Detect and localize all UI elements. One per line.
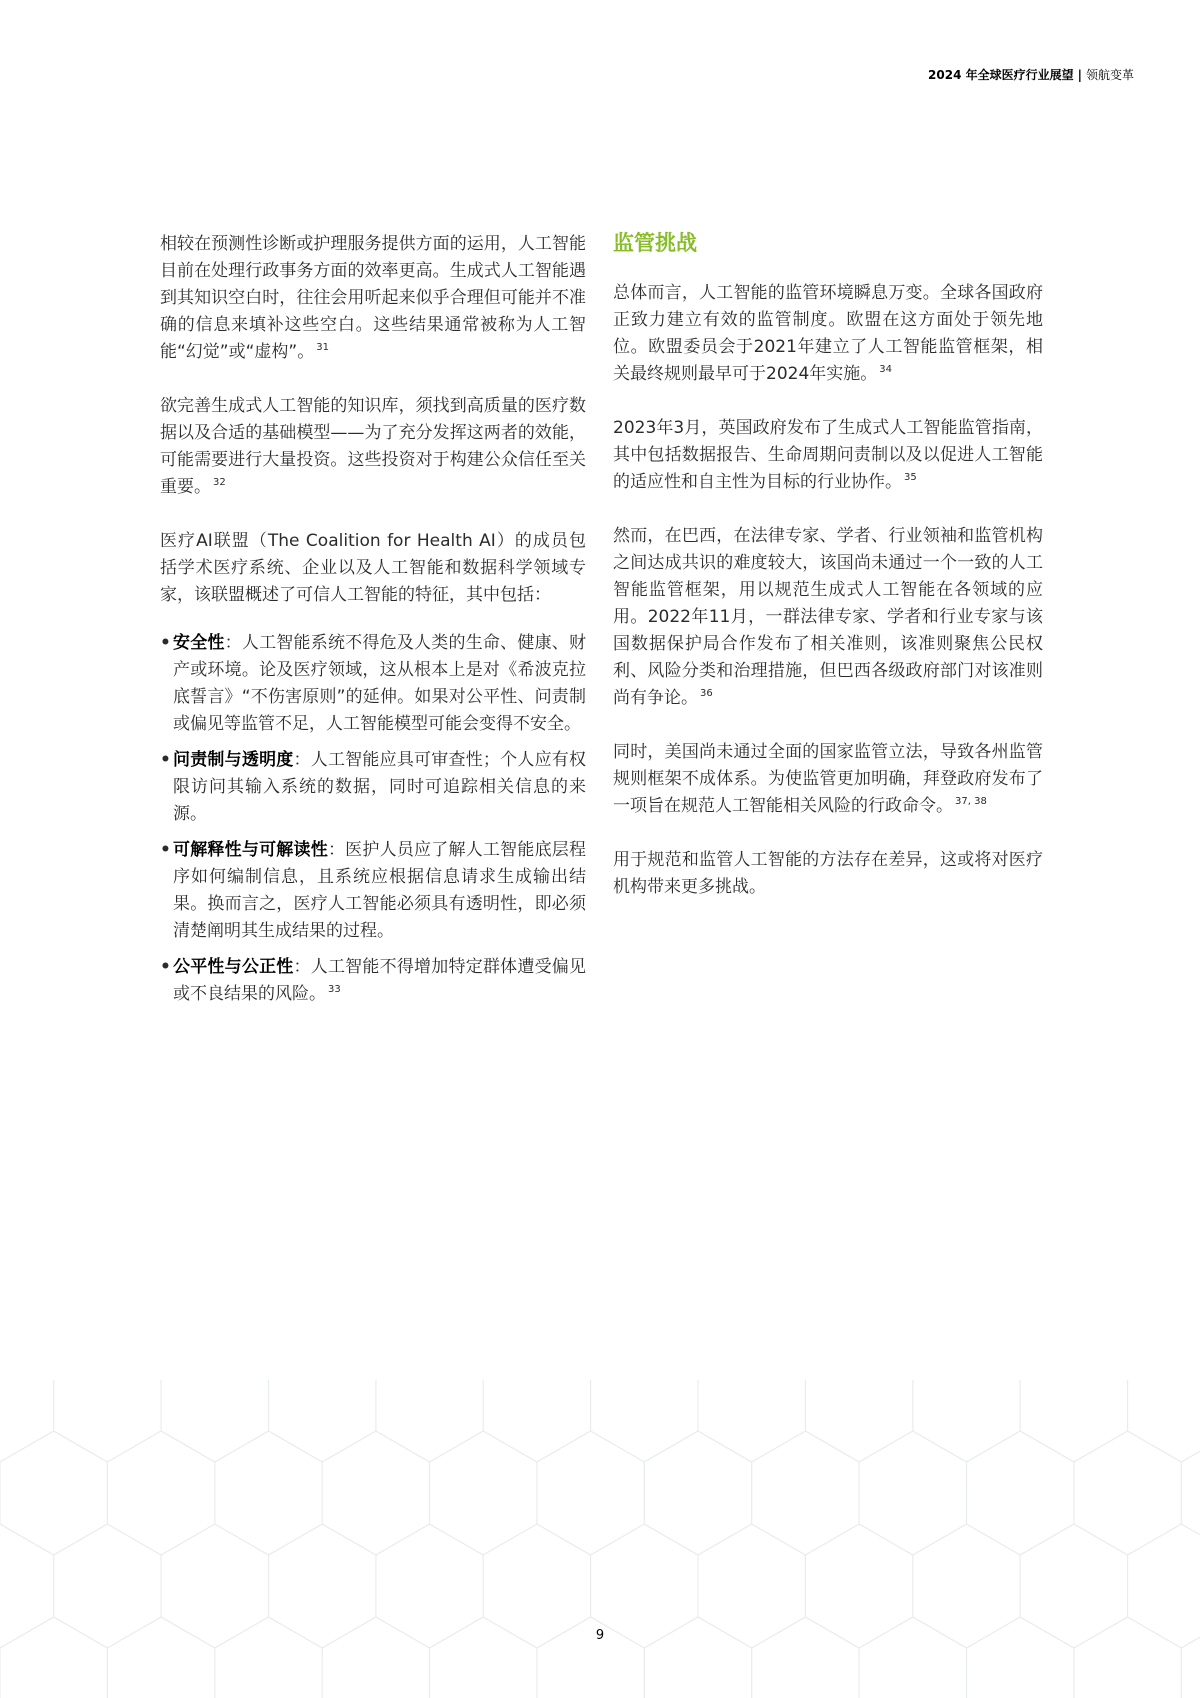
page-number: 9: [595, 1628, 605, 1643]
paragraph: 相较在预测性诊断或护理服务提供方面的运用，人工智能目前在处理行政事务方面的效率更高。生成式人工智能遇到其知识空白时，往往会用听起来似乎合理但可能并不准确的信息来填补这些空白。这些结果通常被称为人工智能“幻觉”或“虚构”。 $^{31}$: [160, 234, 586, 362]
report-title: 2024 年全球医疗行业展望: [928, 68, 1074, 82]
footnote-ref[interactable]: 31: [316, 342, 329, 354]
footnote-ref[interactable]: 37, 38: [955, 796, 987, 808]
bullet-icon: •: [160, 750, 171, 770]
footnote-ref[interactable]: 32: [213, 477, 226, 489]
right-column: [613, 228, 1043, 928]
paragraph: 总体而言，人工智能的监管环境瞬息万变。全球各国政府正致力建立有效的监管制度。欧盟在这方面处于领先地位。欧盟委员会于2021年建立了人工智能监管框架，相关最终规则最早可于2024年实施。 $^{34}$: [613, 283, 1043, 384]
list-item: • 问责制与透明度：人工智能应具可审查性；个人应有权限访问其输入系统的数据，同时可追踪相关信息的来源。: [160, 747, 586, 828]
paragraph: 2023年3月，英国政府发布了生成式人工智能监管指南，其中包括数据报告、生命周期问责制以及以促进人工智能的适应性和自主性为目标的行业协作。 $^{35}$: [613, 418, 1043, 492]
header-separator: |: [1077, 68, 1082, 82]
footnote-ref[interactable]: 36: [700, 688, 713, 700]
paragraph: 然而，在巴西，在法律专家、学者、行业领袖和监管机构之间达成共识的难度较大，该国尚未通过一个一致的人工智能监管框架，用以规范生成式人工智能在各领域的应用。2022年11月，一群法律专家、学者和行业专家与该国数据保护局合作发布了相关准则，该准则聚焦公民权利、风险分类和治理措施，但巴西各级政府部门对该准则尚有争论。 $^{36}$: [613, 526, 1043, 708]
list-item: • 安全性：人工智能系统不得危及人类的生命、健康、财产或环境。论及医疗领域，这从根本上是对《希波克拉底誓言》“不伤害原则”的延伸。如果对公平性、问责制或偏见等监管不足，人工智能模型可能会变得不安全。: [160, 630, 586, 738]
report-subtitle: 领航变革: [1085, 68, 1134, 82]
hexagon-pattern-background: [0, 1380, 1200, 1698]
bullet-term: 可解释性与可解读性: [173, 840, 328, 860]
left-column: [160, 231, 586, 1017]
paragraph: 欲完善生成式人工智能的知识库，须找到高质量的医疗数据以及合适的基础模型——为了充分发挥这两者的效能，可能需要进行大量投资。这些投资对于构建公众信任至关重要。 $^{32}$: [160, 396, 586, 497]
bullet-term: 安全性: [173, 633, 225, 653]
bullet-icon: •: [160, 633, 171, 653]
bullet-term: 公平性与公正性: [173, 957, 294, 977]
bullet-icon: •: [160, 957, 171, 977]
footnote-ref[interactable]: 33: [328, 984, 341, 996]
footnote-ref[interactable]: 34: [879, 364, 892, 376]
paragraph: 同时，美国尚未通过全面的国家监管立法，导致各州监管规则框架不成体系。为使监管更加明确，拜登政府发布了一项旨在规范人工智能相关风险的行政命令。 $^{37, 38}$: [613, 742, 1043, 816]
list-item: • 公平性与公正性：人工智能不得增加特定群体遭受偏见或不良结果的风险。 $^{33}$: [160, 954, 586, 1008]
section-title: 监管挑战: [613, 231, 697, 255]
paragraph: 医疗AI联盟（The Coalition for Health AI）的成员包括学术医疗系统、企业以及人工智能和数据科学领域专家，该联盟概述了可信人工智能的特征，其中包括：: [160, 531, 586, 605]
hexagon-grid: [0, 1380, 1200, 1698]
bullet-term: 问责制与透明度: [173, 750, 294, 770]
paragraph: 用于规范和监管人工智能的方法存在差异，这或将对医疗机构带来更多挑战。: [613, 850, 1043, 897]
page-header: [928, 66, 1134, 83]
bullet-icon: •: [160, 840, 171, 860]
list-item: • 可解释性与可解读性：医护人员应了解人工智能底层程序如何编制信息，且系统应根据信息请求生成输出结果。换而言之，医疗人工智能必须具有透明性，即必须清楚阐明其生成结果的过程。: [160, 837, 586, 945]
footnote-ref[interactable]: 35: [904, 472, 917, 484]
trustworthy-ai-characteristics-list: [160, 630, 586, 1008]
